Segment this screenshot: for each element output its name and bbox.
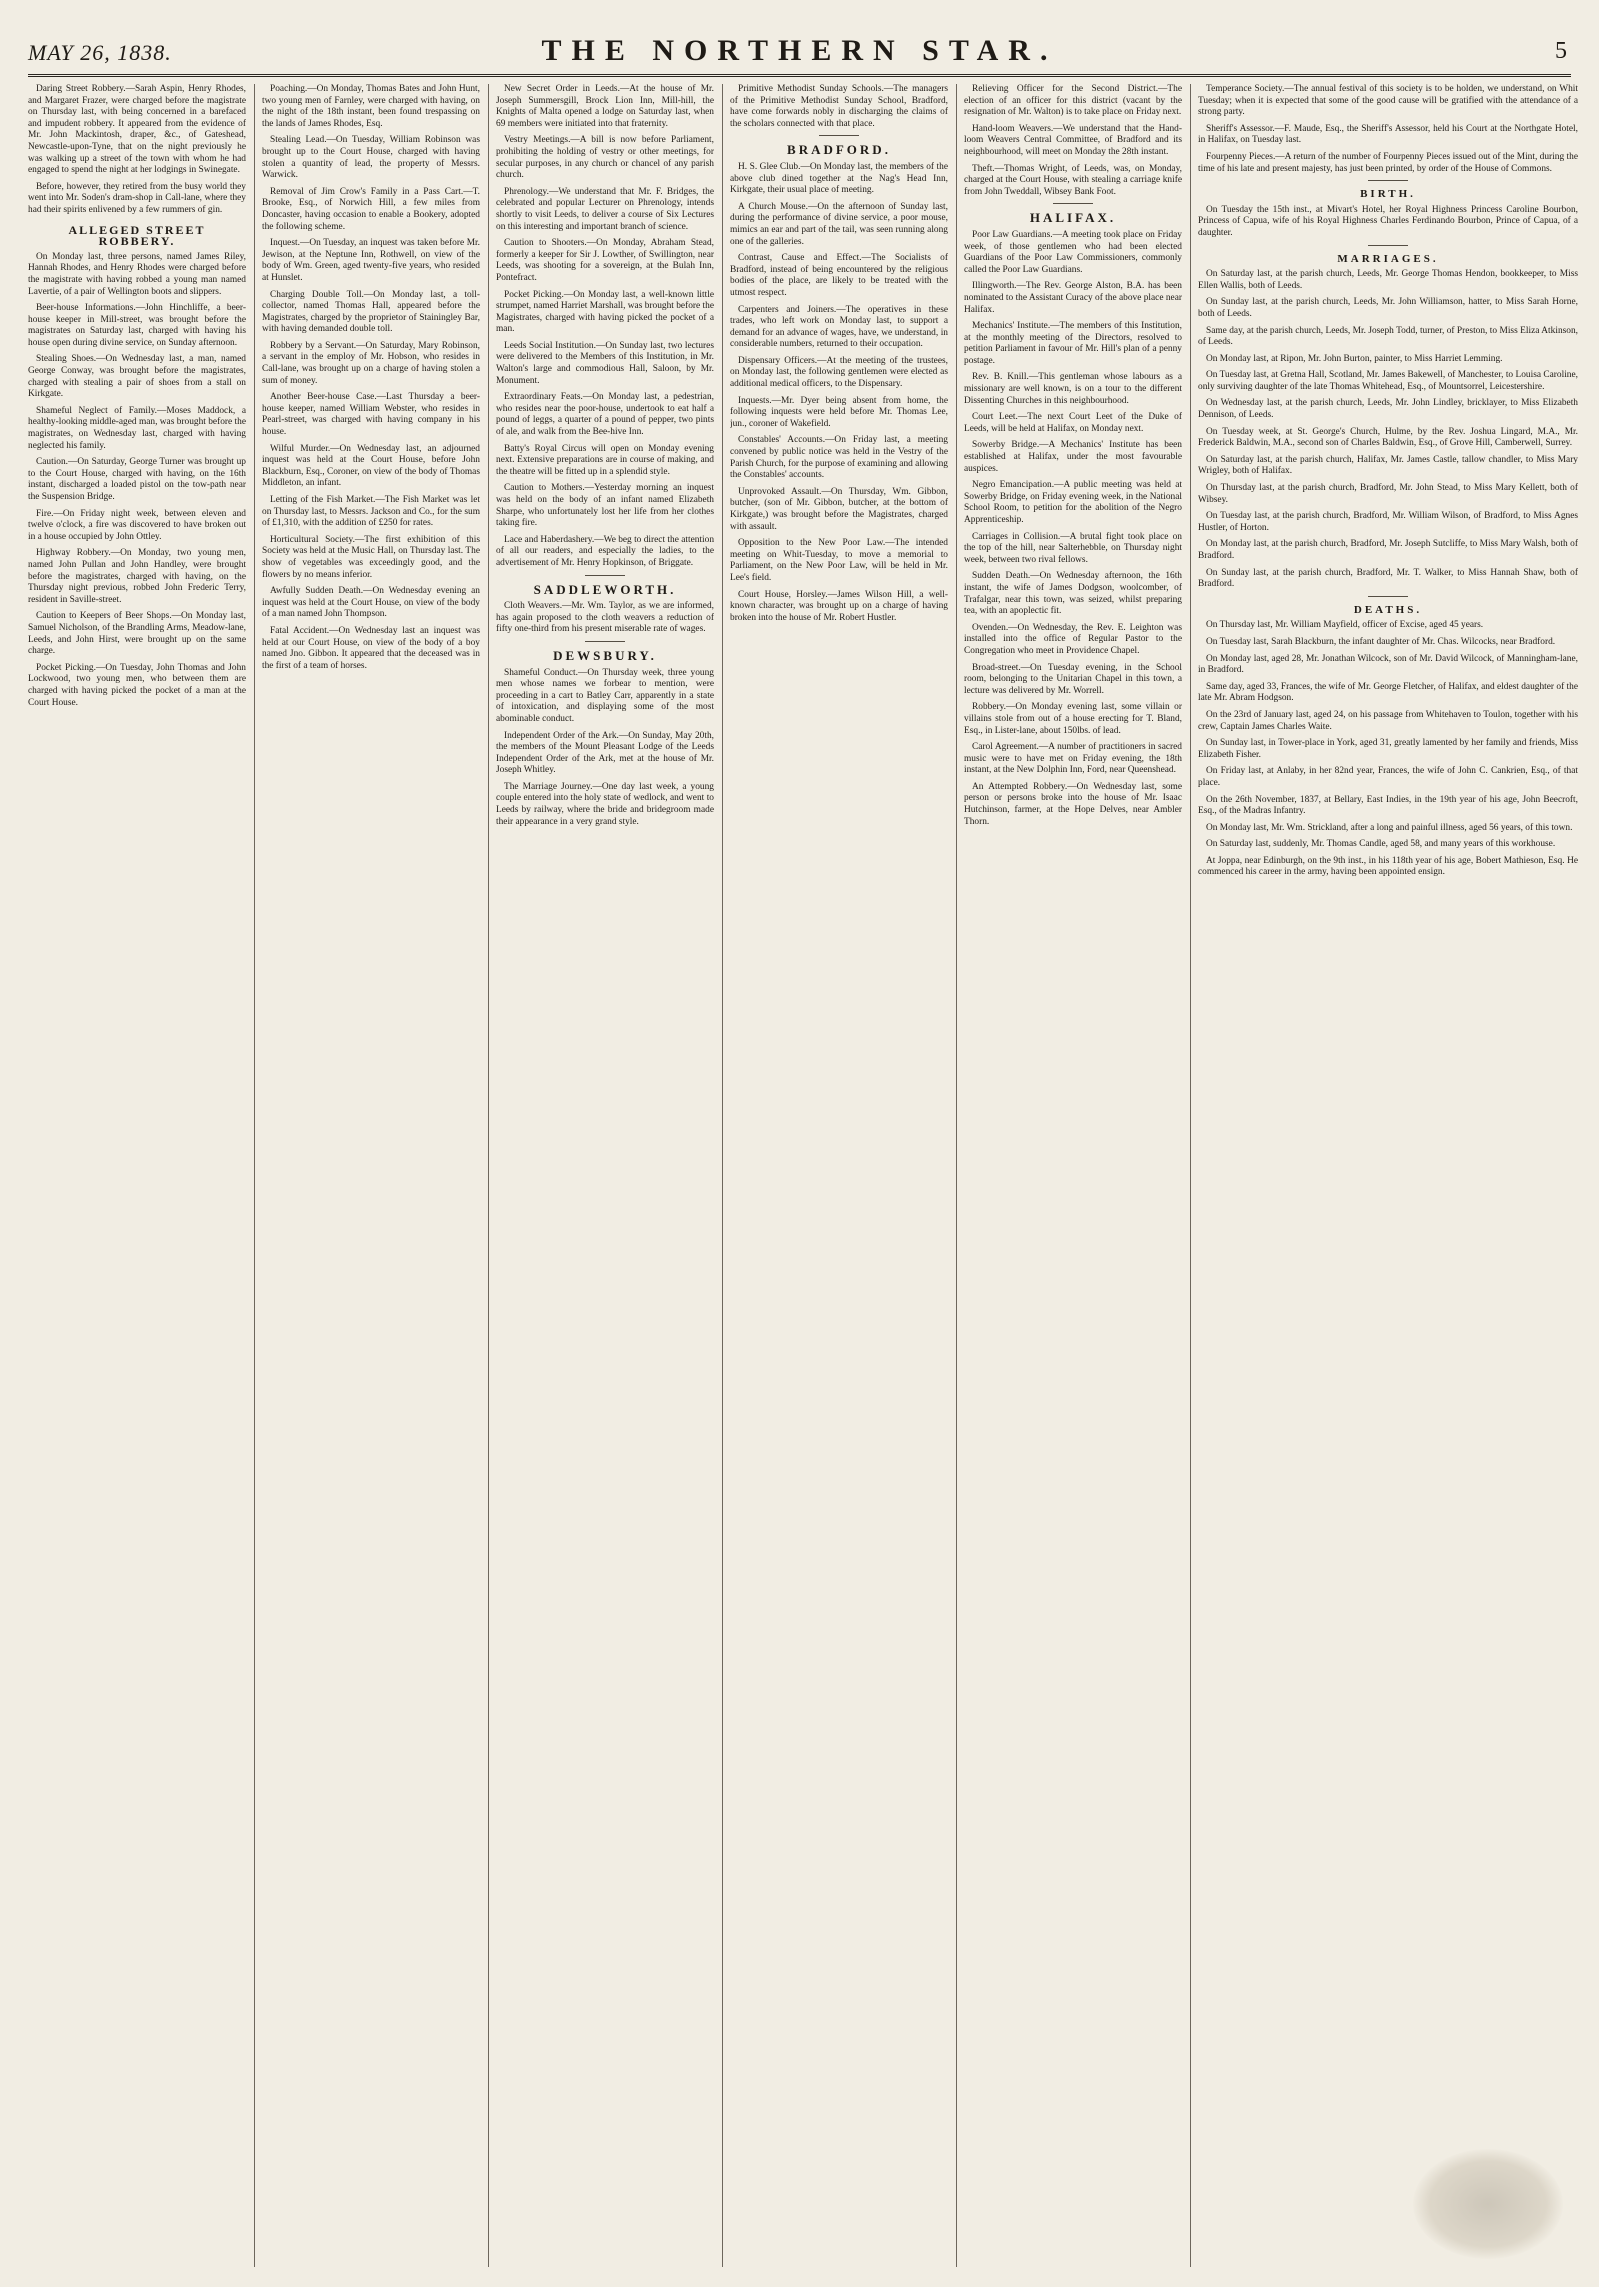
- article-shooters: Caution to Shooters.—On Monday, Abraham Stead, formerly a keeper for Sir J. Lowther, of Swillington, near Leeds, was shooting for a sovereign, at the Bulah Inn, Pontefract.: [496, 238, 714, 283]
- notice-death: On the 23rd of January last, aged 24, on his passage from Whitehaven to Toulon, together with his crew, Captain James Charles Waite.: [1198, 709, 1578, 732]
- section-divider: [1368, 245, 1408, 246]
- notice-marriage: On Sunday last, at the parish church, Leeds, Mr. John Williamson, hatter, to Miss Sarah Horne, both of Leeds.: [1198, 297, 1578, 319]
- section-divider: [585, 641, 625, 642]
- article-feats: Extraordinary Feats.—On Monday last, a pedestrian, who resides near the poor-house, undertook to eat half a pound of leggs, a quarter of a pound of pepper, two pints of ale, and walk from the Bee-hive Inn.: [496, 392, 714, 438]
- article-dispensary: Dispensary Officers.—At the meeting of the trustees, on Monday last, the following gentlemen were elected as additional medical officers, to the Dispensary.: [730, 355, 948, 390]
- article-neglect-family: Shameful Neglect of Family.—Moses Maddock, a healthy-looking middle-aged man, was brought before the magistrates, on Wednesday last, charged with having neglected his family.: [28, 405, 246, 451]
- article-fire: Fire.—On Friday night week, between eleven and twelve o'clock, a fire was discovered to have broken out in a house occupied by John Ottley.: [28, 508, 246, 542]
- article-court-leet: Court Leet.—The next Court Leet of the Duke of Leeds, will be held at Halifax, on Monday next.: [964, 412, 1182, 434]
- article-carol-agreement: Carol Agreement.—A number of practitioners in sacred music were to have met on Friday evening, the 18th instant, at the New Dolphin Inn, Ford, near Queenshead.: [964, 742, 1182, 776]
- notice-marriage: On Monday last, at the parish church, Bradford, Mr. Joseph Sutcliffe, to Miss Mary Walsh, both of Bradford.: [1198, 539, 1578, 561]
- notice-marriage: On Saturday last, at the parish church, Halifax, Mr. James Castle, tallow chandler, to Miss Mary Wrigley, both of Halifax.: [1198, 454, 1578, 477]
- column-6: [1198, 84, 1578, 2267]
- column-rule: [488, 84, 489, 2267]
- column-3: [496, 84, 714, 2267]
- article-theft: Theft.—Thomas Wright, of Leeds, was, on Monday, charged at the Court House, with stealing a carriage knife from John Tweddall, Wibsey Bank Foot.: [964, 163, 1182, 197]
- article-church-mouse: A Church Mouse.—On the afternoon of Sunday last, during the performance of divine service, a poor mouse, mimics an ear and part of the tail, was seen running along one of the galleries.: [730, 201, 948, 247]
- notice-death: On Monday last, Mr. Wm. Strickland, after a long and painful illness, aged 56 years, of this town.: [1206, 822, 1573, 833]
- notice-marriage: Same day, at the parish church, Leeds, Mr. Joseph Todd, turner, of Preston, to Miss Eliza Atkinson, of Leeds.: [1198, 325, 1578, 348]
- article-caution: Caution.—On Saturday, George Turner was brought up to the Court House, charged with having, on the 16th instant, discharged a loaded pistol on the tow-path near the Suspension Bridge.: [28, 457, 246, 502]
- article-poor-law-guardians: Poor Law Guardians.—A meeting took place on Friday week, of those gentlemen who had been elected Guardians of the Poor Law Commissioners, commonly called the Poor Law Guardians.: [964, 229, 1182, 275]
- heading-bradford: BRADFORD.: [787, 142, 891, 158]
- heading-alleged-robbery: ALLEGED STREET ROBBERY.: [68, 222, 206, 249]
- article-stealing-lead: Stealing Lead.—On Tuesday, William Robinson was brought up to the Court House, charged with having stolen a quantity of lead, the property of Messrs. Warwick.: [262, 135, 480, 181]
- issue-date: MAY 26, 1838.: [28, 40, 172, 65]
- article-sowerby-bridge: Sowerby Bridge.—A Mechanics' Institute has been established at Halifax, under the most favourable auspices.: [964, 440, 1182, 474]
- notice-death: On the 26th November, 1837, at Bellary, East Indies, in the 19th year of his age, John Beecroft, Esq., of the Madras Infantry.: [1198, 794, 1578, 817]
- article-jim-crow: Removal of Jim Crow's Family in a Pass Cart.—T. Brooke, Esq., of Norwich Hill, a few miles from Doncaster, having occasion to enable a Bookery, adopted the following scheme.: [262, 186, 480, 232]
- article-constables: Constables' Accounts.—On Friday last, a meeting convened by public notice was held in the Vestry of the Parish Church, for the purpose of examining and allowing the Constables' accounts.: [730, 435, 948, 481]
- heading-halifax: HALIFAX.: [1029, 210, 1117, 226]
- article-alleged-robbery: On Monday last, three persons, named James Riley, Hannah Rhodes, and Henry Rhodes were charged before the magistrate with having robbed a young man named Lavertie, of a pair of Wellington boots and slippers.: [28, 251, 246, 297]
- heading-marriages: MARRIAGES.: [1337, 252, 1439, 265]
- column-4: [730, 84, 948, 2267]
- article-glee-club: H. S. Glee Club.—On Monday last, the members of the above club dined together at the Nag's Head Inn, Kirkgate, their usual place of meeting.: [730, 161, 948, 196]
- notice-death: On Friday last, at Anlaby, in her 82nd year, Frances, the wife of John C. Cankrien, Esq., of that place.: [1198, 766, 1578, 788]
- article-street-robbery-cont: Before, however, they retired from the busy world they went into Mr. Soden's dram-shop in Call-lane, where they had their spirits enlivened by a few rummers of gin.: [28, 181, 246, 215]
- article-court-house-horsley: Court House, Horsley.—James Wilson Hill, a well-known character, was brought up on a charge of having broken into the house of Mr. Robert Hustler.: [730, 589, 948, 623]
- notice-marriage: On Tuesday last, at the parish church, Bradford, Mr. William Wilson, of Bradford, to Miss Agnes Hustler, of Horton.: [1198, 511, 1578, 533]
- article-horticultural: Horticultural Society.—The first exhibition of this Society was held at the Music Hall, on Thursday last. The show of vegetables was exceedingly good, and the flowers by no means inferior.: [262, 534, 480, 580]
- notice-marriage: On Wednesday last, at the parish church, Leeds, Mr. John Lindley, bricklayer, to Miss Elizabeth Dennison, of Leeds.: [1198, 398, 1578, 421]
- article-robbery-lead: Robbery.—On Monday evening last, some villain or villains stole from out of a house erecting for T. Bland, Esq., in Lister-lane, about 150lbs. of lead.: [964, 702, 1182, 736]
- notice-birth: On Tuesday the 15th inst., at Mivart's Hotel, her Royal Highness Princess Caroline Bourbon, Princess of Capua, wife of his Royal Highness Charles Ferdinando Bourbon, Prince of Capua, of a daughter.: [1198, 204, 1578, 238]
- article-poor-law: Opposition to the New Poor Law.—The intended meeting on Whit-Tuesday, to move a memorial to Parliament, on the New Poor Law, will be held in Mr. Lee's field.: [730, 538, 948, 583]
- notice-marriage: On Monday last, at Ripon, Mr. John Burton, painter, to Miss Harriet Lemming.: [1206, 353, 1503, 364]
- notice-marriage: On Thursday last, at the parish church, Bradford, Mr. John Stead, to Miss Mary Kellett, both of Wibsey.: [1198, 483, 1578, 505]
- article-stealing-shoes: Stealing Shoes.—On Wednesday last, a man, named George Conway, was brought before the magistrates, charged with stealing a pair of shoes from a stall on Kirkgate.: [28, 354, 246, 400]
- column-2: [262, 84, 480, 2267]
- article-beer-shops: Caution to Keepers of Beer Shops.—On Monday last, Samuel Nicholson, of the Brandling Arms, Meadow-lane, Leeds, and John Hirst, were brought up on the same charge.: [28, 611, 246, 657]
- columns: [28, 84, 1579, 2267]
- article-fatal-accident: Fatal Accident.—On Wednesday last an inquest was held at our Court House, on view of the body of a boy named Jno. Gibbon. It appeared that the deceased was in the first of a team of horses.: [262, 625, 480, 671]
- article-negro-emancipation: Negro Emancipation.—A public meeting was held at Sowerby Bridge, on Friday evening week, in the National School Room, to petition for the abolition of the Negro Apprenticeship.: [964, 480, 1182, 525]
- notice-death: On Saturday last, suddenly, Mr. Thomas Candle, aged 58, and many years of this workhouse.: [1206, 839, 1556, 850]
- article-illingworth: Illingworth.—The Rev. George Alston, B.A. has been nominated to the Assistant Curacy of the above place near Halifax.: [964, 281, 1182, 315]
- article-inquest: Inquest.—On Tuesday, an inquest was taken before Mr. Jewison, at the Neptune Inn, Rothwell, on view of the body of Wm. Green, aged twenty-five years, who resided at Hunslet.: [262, 238, 480, 283]
- article-temperance: Temperance Society.—The annual festival of this society is to be holden, we understand, on Whit Tuesday; when it is expected that some of the good cause will be gratified with the attendance of a strong party.: [1198, 84, 1578, 118]
- section-divider: [1368, 596, 1408, 597]
- article-beer-house: Beer-house Informations.—John Hinchliffe, a beer-house keeper in Mill-street, was brought before the magistrates on Saturday last, charged with having his house open during divine service, on Sunday afternoon.: [28, 303, 246, 348]
- column-rule: [722, 84, 723, 2267]
- library-stamp: [1413, 2149, 1563, 2259]
- article-ovenden: Ovenden.—On Wednesday, the Rev. E. Leighton was installed into the office of Regular Pastor to the Congregation who meet in Providence Chapel.: [964, 622, 1182, 656]
- article-sudden-death: Awfully Sudden Death.—On Wednesday evening an inquest was held at the Court House, on view of the body of a man named John Thompson.: [262, 586, 480, 620]
- notice-death: At Joppa, near Edinburgh, on the 9th inst., in his 118th year of his age, Bobert Mathieson, Esq. He commenced his career in the army, having been appointed ensign.: [1198, 855, 1578, 878]
- notice-marriage: On Saturday last, at the parish church, Leeds, Mr. George Thomas Hendon, bookkeeper, to Miss Ellen Wallis, both of Leeds.: [1198, 269, 1578, 291]
- heading-saddleworth: SADDLEWORTH.: [533, 581, 677, 597]
- article-phrenology: Phrenology.—We understand that Mr. F. Bridges, the celebrated and popular Lecturer on Phrenology, intends shortly to visit Leeds, to deliver a course of Six Lectures on this interesting and important branch of science.: [496, 186, 714, 232]
- article-social-institution: Leeds Social Institution.—On Sunday last, two lectures were delivered to the Members of this Institution, in Mr. Walton's large and commodious Hall, Saloon, by Mr. Monument.: [496, 340, 714, 386]
- article-relieving-officer: Relieving Officer for the Second District.—The election of an officer for this district (vacant by the resignation of Mr. Walton) is to take place on Friday next.: [964, 84, 1182, 118]
- notice-death: On Monday last, aged 28, Mr. Jonathan Wilcock, son of Mr. David Wilcock, of Manningham-lane, in Bradford.: [1198, 653, 1578, 676]
- article-hand-loom: Hand-loom Weavers.—We understand that the Hand-loom Weavers Central Committee, of Bradford and its neighbourhood, will meet on Monday the 28th instant.: [964, 123, 1182, 157]
- article-attempted-robbery: An Attempted Robbery.—On Wednesday last, some person or persons broke into the house of Mr. Isaac Hutchinson, farmer, at the Hope Delves, near Ambler Thorn.: [964, 781, 1182, 827]
- section-divider: [585, 575, 625, 576]
- article-order-ark: Independent Order of the Ark.—On Sunday, May 20th, the members of the Mount Pleasant Lodge of the Leeds Independent Order of the Ark, met at the house of Mr. Joseph Whitley.: [496, 730, 714, 776]
- article-secret-order: New Secret Order in Leeds.—At the house of Mr. Joseph Summersgill, Brock Lion Inn, Mill-hill, the Knights of Malta opened a lodge on Saturday last, when 69 members were initiated into that fraternity.: [496, 84, 714, 129]
- article-highway-robbery: Highway Robbery.—On Monday, two young men, named John Pullan and John Handley, were brought before the magistrates, charged with having, on the Thursday night previous, robbed John Frederic Terry, resident in Saville-street.: [28, 548, 246, 605]
- article-carpenters: Carpenters and Joiners.—The operatives in these trades, who left work on Monday last, to support a demand for an advance of wages, have, we understand, in considerable numbers, returned to their occupation.: [730, 304, 948, 350]
- article-servant-robbery: Robbery by a Servant.—On Saturday, Mary Robinson, a servant in the employ of Mr. Hobson, who resides in Call-lane, was brought up on a charge of having stolen a sum of money.: [262, 340, 480, 386]
- notice-death: On Sunday last, in Tower-place in York, aged 31, greatly lamented by her family and friends, Miss Elizabeth Fisher.: [1198, 738, 1578, 760]
- notice-death: On Tuesday last, Sarah Blackburn, the infant daughter of Mr. Chas. Wilcocks, near Bradford.: [1206, 636, 1556, 647]
- notice-marriage: On Sunday last, at the parish church, Bradford, Mr. T. Walker, to Miss Hannah Shaw, both of Bradford.: [1198, 567, 1578, 590]
- article-lace: Lace and Haberdashery.—We beg to direct the attention of all our readers, and especially the ladies, to the advertisement of Mr. Henry Hopkinson, of Briggate.: [496, 534, 714, 568]
- article-mothers: Caution to Mothers.—Yesterday morning an inquest was held on the body of an infant named Elizabeth Sharpe, who unfortunately lost her life from her clothes taking fire.: [496, 483, 714, 529]
- section-divider: [1368, 180, 1408, 181]
- page-number: 5: [1555, 38, 1567, 64]
- column-5: [964, 84, 1182, 2267]
- article-cloth-weavers: Cloth Weavers.—Mr. Wm. Taylor, as we are informed, has again proposed to the cloth weavers a reduction of fifty one-third from his present miserable rate of wages.: [496, 601, 714, 635]
- article-mechanics-institute: Mechanics' Institute.—The members of this Institution, at the monthly meeting of the Directors, resolved to petition Parliament in favour of Mr. Hill's plan of a penny postage.: [964, 321, 1182, 366]
- notice-marriage: On Tuesday last, at Gretna Hall, Scotland, Mr. James Bakewell, of Manchester, to Louisa Caroline, only surviving daughter of the late Thomas Whitehead, Esq., of Mountsorrel, Leicestershire.: [1198, 370, 1578, 392]
- article-broad-street: Broad-street.—On Tuesday evening, in the School room, belonging to the Unitarian Chapel in this town, a lecture was delivered by Mr. Worrell.: [964, 662, 1182, 696]
- heading-dewsbury: DEWSBURY.: [553, 647, 657, 663]
- notice-death: Same day, aged 33, Frances, the wife of Mr. George Fletcher, of Halifax, and eldest daughter of the late Mr. Abram Hodgson.: [1198, 681, 1578, 704]
- article-sudden-death-halifax: Sudden Death.—On Wednesday afternoon, the 16th instant, the wife of James Dodgson, woolcomber, of Trafalgar, near this town, was seized, whilst preparing tea, with an apoplectic fit.: [964, 571, 1182, 617]
- section-divider: [1053, 203, 1093, 204]
- article-vestry: Vestry Meetings.—A bill is now before Parliament, prohibiting the holding of vestry or other meetings, for secular purposes, in any church or chancel of any parish church.: [496, 135, 714, 181]
- notice-marriage: On Tuesday week, at St. George's Church, Hulme, by the Rev. Joshua Lingard, M.A., Mr. Frederick Baldwin, M.A., second son of Charles Baldwin, Esq., of Grove Hill, Camberwell, Surrey.: [1198, 426, 1578, 449]
- article-inquests: Inquests.—Mr. Dyer being absent from home, the following inquests were held before Mr. Thomas Lee, jun., coroner of Wakefield.: [730, 395, 948, 429]
- article-street-robbery: Daring Street Robbery.—Sarah Aspin, Henry Rhodes, and Margaret Frazer, were charged before the magistrate on Thursday last, with being concerned in a barefaced and impudent robbery. It appeared from the evidence of Mr. John Mackintosh, draper, &c., of Gateshead, Newcastle-upon-Tyne, that on the night previously he was walking up a street of the town with whom he had engaged to spend the night at her lodgings in Swinegate.: [28, 84, 246, 176]
- article-circus: Batty's Royal Circus will open on Monday evening next. Extensive preparations are in course of making, and the theatre will be fitted up in a splendid style.: [496, 443, 714, 477]
- article-beer-house-case: Another Beer-house Case.—Last Thursday a beer-house keeper, named William Webster, who resides in Pearl-street, was charged with having company in his house.: [262, 392, 480, 438]
- article-contrast: Contrast, Cause and Effect.—The Socialists of Bradford, instead of being encountered by the religious bodies of the place, are likely to be treated with the utmost respect.: [730, 253, 948, 298]
- article-fish-market: Letting of the Fish Market.—The Fish Market was let on Thursday last, to Messrs. Jackson and Co., for the sum of £1,310, with the addition of £250 for rates.: [262, 495, 480, 529]
- article-double-toll: Charging Double Toll.—On Monday last, a toll-collector, named Thomas Hall, appeared before the Magistrates, charged by the proprietor of Stainingley Bar, with having demanded double toll.: [262, 289, 480, 335]
- masthead-rule: [28, 74, 1571, 77]
- article-pocket-picking: Pocket Picking.—On Tuesday, John Thomas and John Lockwood, two young men, who between them are charged with having picked the pocket of a man at the Court House.: [28, 662, 246, 708]
- newspaper-title: THE NORTHERN STAR.: [541, 34, 1058, 67]
- heading-birth: BIRTH.: [1360, 188, 1416, 201]
- column-rule: [254, 84, 255, 2267]
- heading-deaths: DEATHS.: [1353, 603, 1423, 616]
- article-sunday-schools: Primitive Methodist Sunday Schools.—The managers of the Primitive Methodist Sunday School, Bradford, have come forwards nobly in discharging the claims of the scholars connected with that place.: [730, 84, 948, 129]
- article-sheriff-assessor: Sheriff's Assessor.—F. Maude, Esq., the Sheriff's Assessor, held his Court at the Northgate Hotel, in Halifax, on Tuesday last.: [1198, 123, 1578, 146]
- article-fourpenny-pieces: Fourpenny Pieces.—A return of the number of Fourpenny Pieces issued out of the Mint, during the time of his late and present majesty, has just been printed, by order of the House of Commons.: [1198, 151, 1578, 174]
- article-carriages-collision: Carriages in Collision.—A brutal fight took place on the top of the hill, near Salterhebble, on Thursday night week, between two rival fellows.: [964, 531, 1182, 565]
- column-rule: [1190, 84, 1191, 2267]
- article-shameful-conduct: Shameful Conduct.—On Thursday week, three young men whose names we forbear to mention, were proceeding in a cart to Batley Carr, apparently in a state of intoxication, and displaying some of the most abominable conduct.: [496, 667, 714, 724]
- article-poaching: Poaching.—On Monday, Thomas Bates and John Hunt, two young men of Farnley, were charged with having, on the night of the 18th instant, been found trespassing on the lands of James Rhodes, Esq.: [262, 84, 480, 129]
- masthead: [28, 14, 1571, 72]
- article-marriage-journey: The Marriage Journey.—One day last week, a young couple entered into the holy state of wedlock, and went to Leeds by railway, where the bride and bridegroom made their appearance in a very grand style.: [496, 781, 714, 827]
- article-unprovoked-assault: Unprovoked Assault.—On Thursday, Wm. Gibbon, butcher, (son of Mr. Gibbon, butcher, at the bottom of Kirkgate,) was brought before the Magistrates, charged with assault.: [730, 486, 948, 532]
- section-divider: [819, 135, 859, 136]
- article-rev-knill: Rev. B. Knill.—This gentleman whose labours as a missionary are well known, is on a tour to the different Dissenting Churches in this neighbourhood.: [964, 372, 1182, 406]
- column-1: [28, 84, 246, 2267]
- column-rule: [956, 84, 957, 2267]
- article-pocket-picking-2: Pocket Picking.—On Monday last, a well-known little strumpet, named Harriet Marshall, was brought before the Magistrates, charged with having picked the pocket of a man.: [496, 289, 714, 335]
- article-wilful-murder: Wilful Murder.—On Wednesday last, an adjourned inquest was held at the Court House, before John Blackburn, Esq., Coroner, on view of the body of Thomas Middleton, an infant.: [262, 443, 480, 489]
- notice-death: On Thursday last, Mr. William Mayfield, officer of Excise, aged 45 years.: [1206, 620, 1484, 631]
